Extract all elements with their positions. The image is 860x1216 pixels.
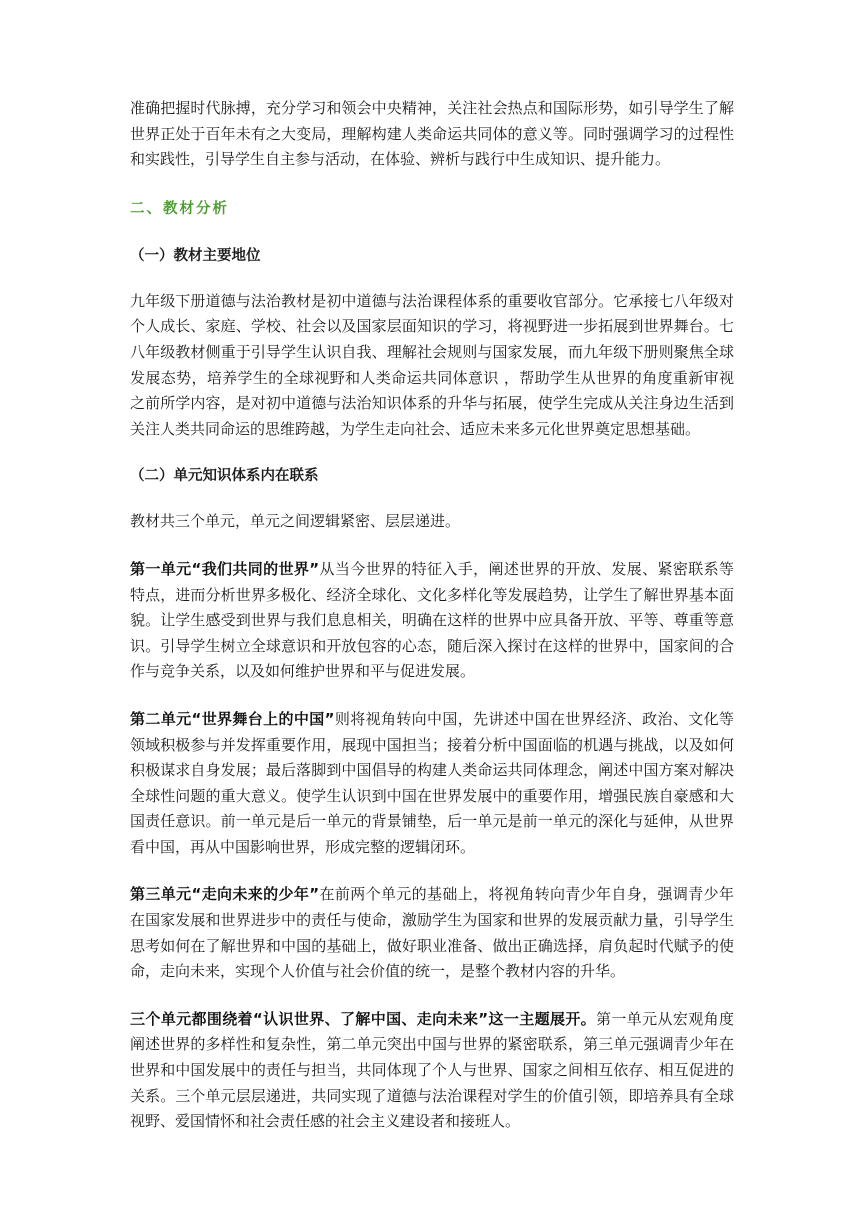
unit2-lead: 第二单元“世界舞台上的中国” [130, 709, 335, 728]
unit2-paragraph [130, 707, 734, 861]
unit3-paragraph [130, 882, 734, 984]
unit1-text: 从当今世界的特征入手，阐述世界的开放、发展、紧密联系等特点，进而分析世界多极化、经济全球化、文化多样化等发展趋势，让学生了解世界基本面貌。让学生感受到世界与我们息息相关，明确在这样的世界中应具备开放、平等、尊重等意识。引导学生树立全球意识和开放包容的心态，随后深入探讨在这样的世界中，国家间的合作与竞争关系，以及如何维护世界和平与促进发展。 [130, 559, 734, 681]
summary-paragraph [130, 1007, 734, 1135]
units-overview-paragraph: 教材共三个单元，单元之间逻辑紧密、层层递进。 [130, 512, 461, 531]
unit1-lead: 第一单元“我们共同的世界” [130, 559, 320, 578]
subsection-heading-unit-connections: （二）单元知识体系内在联系 [130, 468, 319, 485]
summary-lead: 三个单元都围绕着“认识世界、了解中国、走向未来”这一主题展开。 [130, 1009, 597, 1028]
unit3-lead: 第三单元“走向未来的少年” [130, 885, 320, 904]
unit3-text: 在前两个单元的基础上，将视角转向青少年自身，强调青少年在国家发展和世界进步中的责任与使命，激励学生为国家和世界的发展贡献力量，引导学生思考如何在了解世界和中国的基础上，做好职业准备、做出正确选择，肩负起时代赋予的使命，走向未来，实现个人价值与社会价值的统一，是整个教材内容的升华。 [130, 885, 734, 981]
main-position-paragraph: 九年级下册道德与法治教材是初中道德与法治课程体系的重要收官部分。它承接七八年级对个人成长、家庭、学校、社会以及国家层面知识的学习，将视野进一步拓展到世界舞台。七八年级教材侧重于引导学生认识自我、理解社会规则与国家发展，而九年级下册则聚焦全球发展态势，培养学生的全球视野和人类命运共同体意识 ，帮助学生从世界的角度重新审视之前所学内容，是对初中道德与法治知识体系的升华与拓展，使学生完成从关注身边生活到关注人类共同命运的思维跨越，为学生走向社会、适应未来多元化世界奠定思想基础。 [130, 291, 734, 438]
intro-paragraph: 准确把握时代脉搏，充分学习和领会中央精神，关注社会热点和国际形势，如引导学生了解世界正处于百年未有之大变局，理解构建人类命运共同体的意义等。同时强调学习的过程性和实践性，引导学生自主参与活动，在体验、辨析与践行中生成知识、提升能力。 [130, 99, 734, 169]
section-heading-textbook-analysis: 二、教材分析 [130, 200, 229, 217]
unit2-text: 则将视角转向中国，先讲述中国在世界经济、政治、文化等领域积极参与并发挥重要作用，展现中国担当；接着分析中国面临的机遇与挑战，以及如何积极谋求自身发展；最后落脚到中国倡导的构建人类命运共同体理念，阐述中国方案对解决全球性问题的重大意义。使学生认识到中国在世界发展中的重要作用，增强民族自豪感和大国责任意识。前一单元是后一单元的背景铺垫，后一单元是前一单元的深化与延伸，从世界看中国，再从中国影响世界，形成完整的逻辑闭环。 [130, 709, 734, 856]
summary-text: 第一单元从宏观角度阐述世界的多样性和复杂性，第二单元突出中国与世界的紧密联系，第三单元强调青少年在世界和中国发展中的责任与担当，共同体现了个人与世界、国家之间相互依存、相互促进的关系。三个单元层层递进，共同实现了道德与法治课程对学生的价值引领，即培养具有全球视野、爱国情怀和社会责任感的社会主义建设者和接班人。 [130, 1009, 734, 1131]
subsection-heading-main-position: （一）教材主要地位 [130, 247, 261, 264]
unit1-paragraph [130, 557, 734, 685]
